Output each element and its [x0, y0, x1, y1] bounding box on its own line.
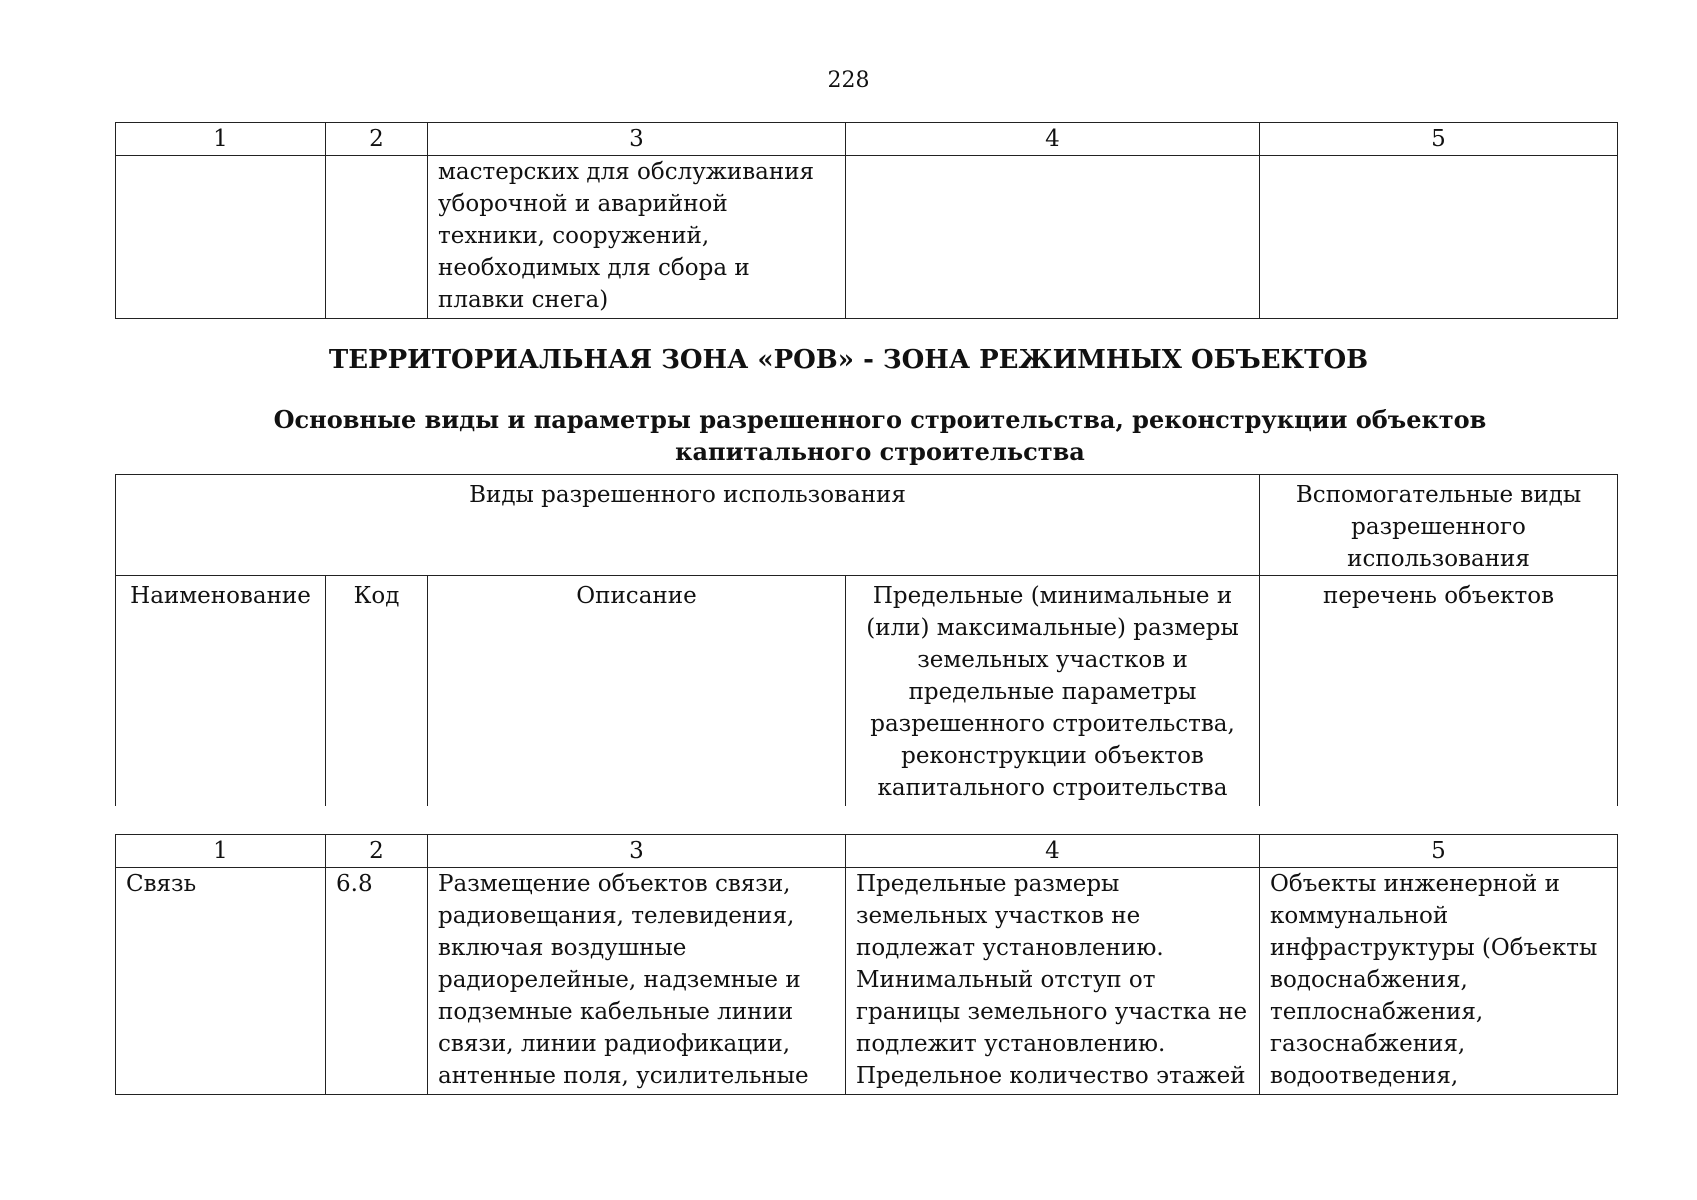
header-limits: Предельные (минимальные и (или) максимальные) размеры земельных участков и предельные параметры разрешенного строительства, реконструкции объектов капитального строительства — [846, 576, 1260, 807]
table-row — [116, 868, 1618, 1095]
limits-cell — [846, 868, 1260, 1095]
header-table — [115, 474, 1618, 806]
objects-text: Объекты инженерной и коммунальной инфраструктуры (Объекты водоснабжения, теплоснабжения, газоснабжения, водоотведения, — [1270, 871, 1598, 1089]
description-text: Размещение объектов связи, радиовещания, телевидения, включая воздушные радиорелейные, надземные и подземные кабельные линии связи, линии радиофикации, антенные поля, усилительные — [438, 871, 809, 1089]
description-cell: мастерских для обслуживания уборочной и аварийной техники, сооружений, необходимых для сбора и плавки снега) — [428, 156, 846, 319]
header-group-row — [116, 475, 1618, 576]
objects-cell — [1260, 868, 1618, 1095]
code-cell — [326, 868, 428, 1095]
code-text: 6.8 — [336, 871, 373, 897]
name-cell — [116, 156, 326, 319]
header-group-main: Виды разрешенного использования — [116, 475, 1260, 576]
continuation-table — [115, 122, 1618, 319]
limits-cell — [846, 156, 1260, 319]
table-row — [116, 156, 1618, 319]
column-number: 5 — [1260, 835, 1618, 868]
name-cell — [116, 868, 326, 1095]
column-number-row — [116, 835, 1618, 868]
section-title: Основные виды и параметры разрешенного строительства, реконструкции объектов капитального строительства — [273, 405, 1487, 466]
column-number: 5 — [1260, 123, 1618, 156]
header-columns-row — [116, 576, 1618, 807]
header-name: Наименование — [116, 576, 326, 807]
code-cell — [326, 156, 428, 319]
column-number: 2 — [326, 835, 428, 868]
column-number: 2 — [326, 123, 428, 156]
page-number: 228 — [827, 68, 870, 93]
column-number: 1 — [116, 123, 326, 156]
column-number: 4 — [846, 123, 1260, 156]
column-number: 1 — [116, 835, 326, 868]
name-text: Связь — [126, 871, 197, 897]
data-table — [115, 834, 1618, 1095]
header-code: Код — [326, 576, 428, 807]
header-objects: перечень объектов — [1260, 576, 1618, 807]
column-number: 3 — [428, 835, 846, 868]
description-cell — [428, 868, 846, 1095]
column-number: 3 — [428, 123, 846, 156]
column-number-row — [116, 123, 1618, 156]
header-group-aux: Вспомогательные виды разрешенного использования — [1260, 475, 1618, 576]
header-description: Описание — [428, 576, 846, 807]
objects-cell — [1260, 156, 1618, 319]
zone-title: ТЕРРИТОРИАЛЬНАЯ ЗОНА «РОВ» - ЗОНА РЕЖИМНЫХ ОБЪЕКТОВ — [328, 345, 1369, 375]
column-number: 4 — [846, 835, 1260, 868]
limits-text: Предельные размеры земельных участков не подлежат установлению. Минимальный отступ от границы земельного участка не подлежит установлению. Предельное количество этажей — [856, 871, 1248, 1089]
